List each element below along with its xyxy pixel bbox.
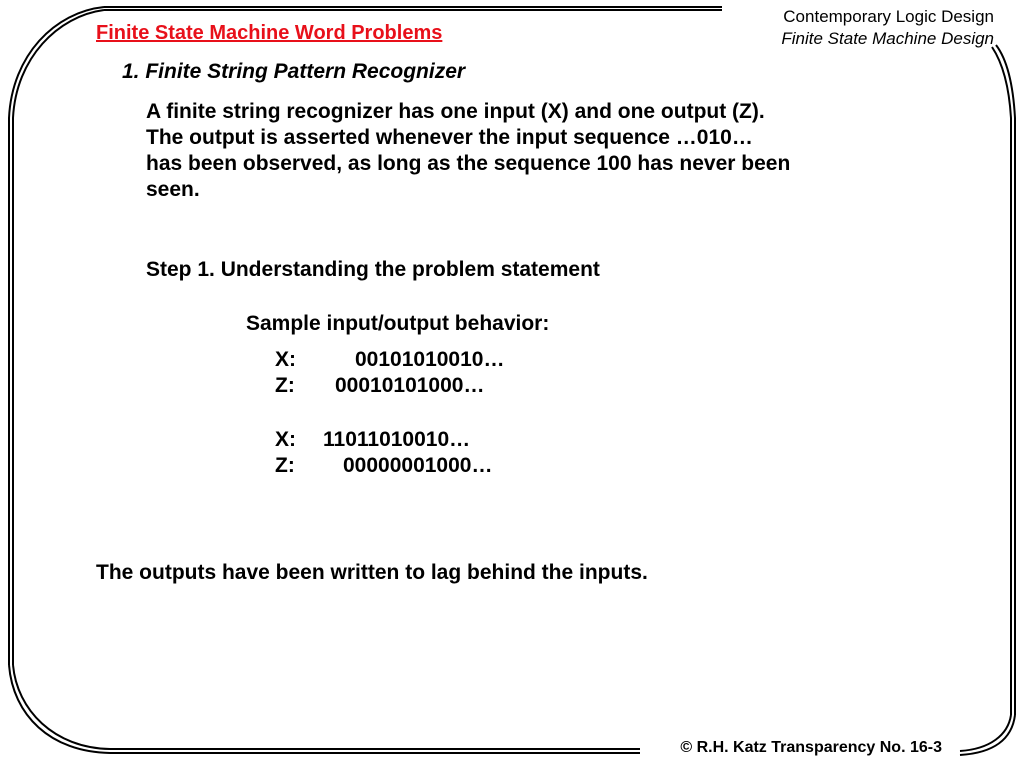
z-sequence: 00000001000…	[343, 454, 493, 477]
problem-line: seen.	[146, 178, 200, 201]
step-heading: Step 1. Understanding the problem statement	[146, 258, 600, 281]
problem-line: The output is asserted whenever the input sequence …010…	[146, 126, 753, 149]
z-label: Z:	[275, 374, 295, 397]
x-sequence: 00101010010…	[355, 348, 505, 371]
problem-line: A finite string recognizer has one input (X) and one output (Z).	[146, 100, 765, 123]
x-label: X:	[275, 428, 296, 451]
footer-credit: © R.H. Katz Transparency No. 16-3	[680, 739, 942, 756]
z-sequence: 00010101000…	[335, 374, 485, 397]
slide-subtitle: 1. Finite String Pattern Recognizer	[122, 60, 466, 83]
header-course: Contemporary Logic Design	[783, 7, 994, 26]
header-topic: Finite State Machine Design	[781, 29, 994, 48]
conclusion-text: The outputs have been written to lag behind the inputs.	[96, 561, 648, 584]
problem-line: has been observed, as long as the sequence 100 has never been	[146, 152, 791, 175]
z-label: Z:	[275, 454, 295, 477]
x-label: X:	[275, 348, 296, 371]
sample-heading: Sample input/output behavior:	[246, 312, 550, 335]
problem-statement	[146, 99, 956, 203]
slide-title: Finite State Machine Word Problems	[96, 22, 443, 44]
x-sequence: 11011010010…	[323, 428, 471, 451]
